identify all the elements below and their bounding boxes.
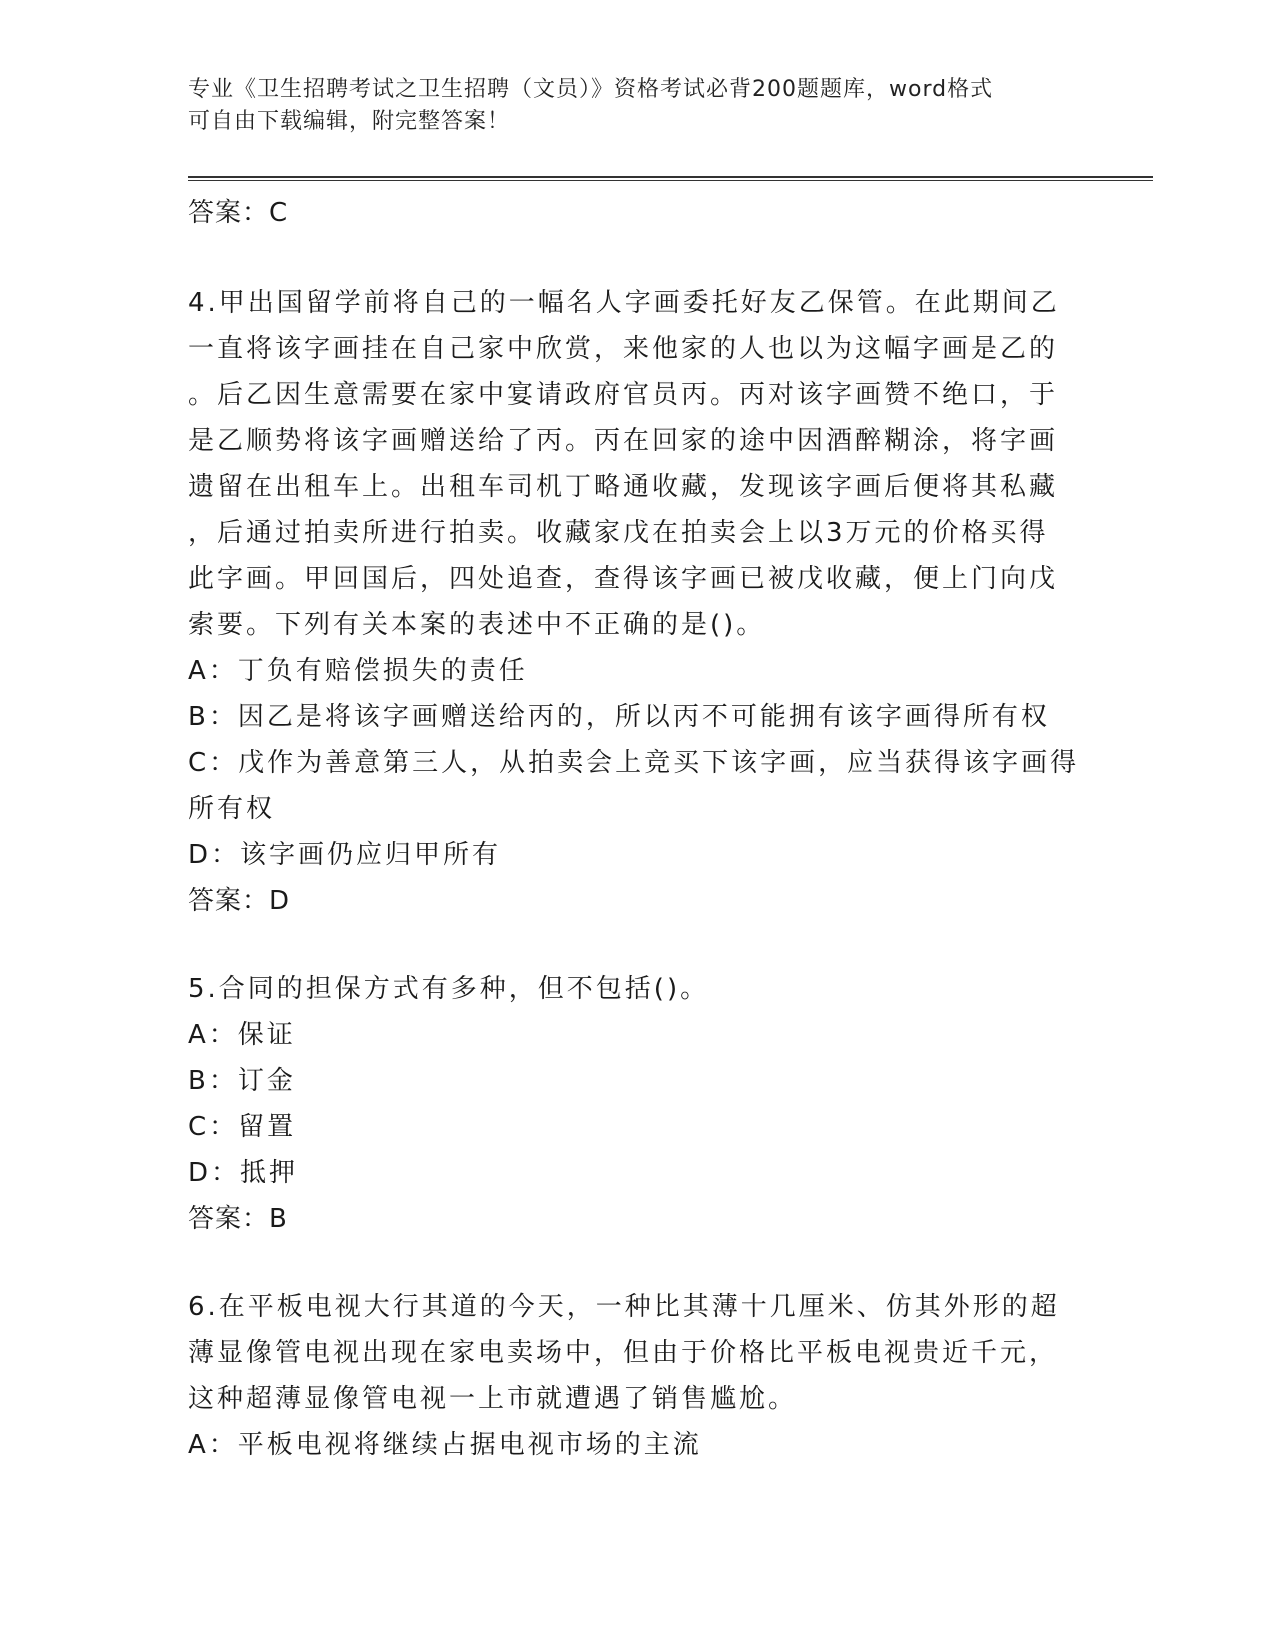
page-header [188,74,1068,138]
answer-previous: 答案：C [188,198,289,228]
question-4-line: 此字画。甲回国后，四处追查，查得该字画已被戊收藏，便上门向戊 [188,564,1059,594]
spacer [188,236,1088,280]
question-4-line: 4.甲出国留学前将自己的一幅名人字画委托好友乙保管。在此期间乙 [188,288,1060,318]
question-4-option-c-continued: 所有权 [188,794,276,824]
question-5-stem: 5.合同的担保方式有多种，但不包括()。 [188,974,710,1004]
question-4-line: ，后通过拍卖所进行拍卖。收藏家戊在拍卖会上以3万元的价格买得 [188,518,1049,548]
question-5 [188,966,1088,1242]
question-5-option-b: B：订金 [188,1066,296,1096]
question-6-line: 薄显像管电视出现在家电卖场中，但由于价格比平板电视贵近千元， [188,1338,1059,1368]
question-4 [188,280,1088,924]
question-4-option-a: A：丁负有赔偿损失的责任 [188,656,528,686]
question-6-line: 这种超薄显像管电视一上市就遭遇了销售尴尬。 [188,1384,798,1414]
header-title-line-1: 专业《卫生招聘考试之卫生招聘（文员）》资格考试必背200题题库，word格式 [188,77,994,102]
question-4-line: 。后乙因生意需要在家中宴请政府官员丙。丙对该字画赞不绝口，于 [188,380,1059,410]
header-title-line-2: 可自由下载编辑，附完整答案！ [188,109,511,134]
question-6-line: 6.在平板电视大行其道的今天，一种比其薄十几厘米、仿其外形的超 [188,1292,1060,1322]
question-4-option-d: D：该字画仍应归甲所有 [188,840,502,870]
question-6-option-a: A：平板电视将继续占据电视市场的主流 [188,1430,702,1460]
question-4-line: 索要。下列有关本案的表述中不正确的是()。 [188,610,766,640]
question-5-option-a: A：保证 [188,1020,296,1050]
question-5-option-c: C：留置 [188,1112,297,1142]
question-5-answer: 答案：B [188,1204,288,1234]
question-4-option-b: B：因乙是将该字画赠送给丙的，所以丙不可能拥有该字画得所有权 [188,702,1050,732]
question-4-line: 是乙顺势将该字画赠送给了丙。丙在回家的途中因酒醉糊涂，将字画 [188,426,1059,456]
spacer [188,924,1088,966]
question-4-answer: 答案：D [188,886,291,916]
question-4-option-c: C：戊作为善意第三人，从拍卖会上竞买下该字画，应当获得该字画得 [188,748,1080,778]
question-content [188,190,1088,1468]
question-4-line: 一直将该字画挂在自己家中欣赏，来他家的人也以为这幅字画是乙的 [188,334,1059,364]
question-5-option-d: D：抵押 [188,1158,299,1188]
header-divider [188,176,1153,181]
spacer [188,1242,1088,1284]
question-6 [188,1284,1088,1468]
question-4-line: 遗留在出租车上。出租车司机丁略通收藏，发现该字画后便将其私藏 [188,472,1059,502]
